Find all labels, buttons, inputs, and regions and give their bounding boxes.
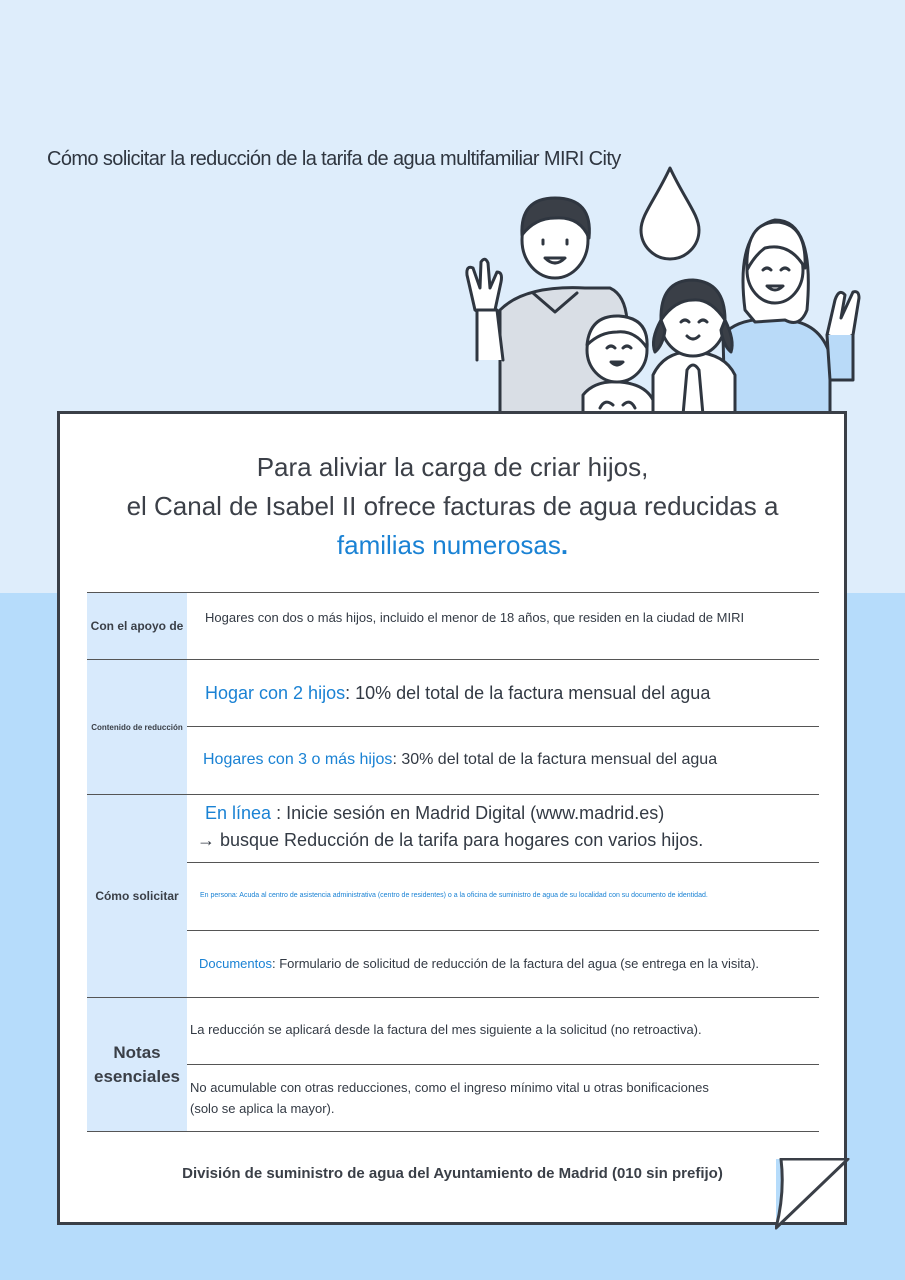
- headline-line-1: Para aliviar la carga de criar hijos,: [256, 452, 649, 482]
- page-title: Cómo solicitar la reducción de la tarifa de agua multifamiliar MIRI City: [47, 148, 621, 170]
- reduction-two-kids: [187, 660, 819, 726]
- headline-highlight: familias numerosas: [336, 530, 561, 560]
- notes-label-line-1: Notas: [113, 1042, 161, 1062]
- note-1: [187, 998, 819, 1064]
- support-text: Hogares con dos o más hijos, incluido el menor de 18 años, que residen en la ciudad de MIRI: [205, 610, 745, 625]
- note-2-line-2: (solo se aplica la mayor).: [190, 1101, 335, 1116]
- row-reduction: [87, 659, 819, 794]
- two-kids-text: : 10% del total de la factura mensual del agua: [345, 683, 711, 703]
- online-term: En línea: [205, 803, 272, 823]
- label-reduction: Contenido de reducción: [87, 660, 187, 794]
- note-2-line-1: No acumulable con otras reducciones, como el ingreso mínimo vital u otras bonificaciones: [190, 1080, 709, 1095]
- notes-label-line-2: esenciales: [93, 1066, 180, 1086]
- apply-online: [187, 795, 819, 862]
- label-apply: Cómo solicitar: [87, 795, 187, 997]
- documents-text: : Formulario de solicitud de reducción de la factura del agua (se entrega en la visita).: [271, 956, 760, 971]
- note-1-text: La reducción se aplicará desde la factura del mes siguiente a la solicitud (no retroactiva).: [190, 1022, 702, 1037]
- headline-line-2: el Canal de Isabel II ofrece facturas de agua reducidas a: [126, 491, 779, 521]
- headline: [60, 448, 845, 565]
- family-illustration: [455, 160, 875, 420]
- apply-in-person: [187, 862, 819, 930]
- row-notes: [87, 997, 819, 1132]
- two-kids-term: Hogar con 2 hijos: [205, 683, 346, 703]
- footer-contact: División de suministro de agua del Ayuntamiento de Madrid (010 sin prefijo): [182, 1165, 723, 1182]
- online-text-2: → busque Reducción de la tarifa para hogares con varios hijos.: [197, 830, 704, 850]
- online-text: : Inicie sesión en Madrid Digital (www.madrid.es): [271, 803, 665, 823]
- headline-period: .: [560, 530, 569, 560]
- in-person-text: En persona: Acuda al centro de asistencia administrativa (centro de residentes) o a la oficina de suministro de agua de su localidad con su documento de identidad.: [200, 892, 708, 899]
- headline-line-3: [60, 526, 845, 565]
- reduction-three-kids: [187, 726, 819, 794]
- label-support: Con el apoyo de: [87, 593, 187, 659]
- row-support: [87, 592, 819, 659]
- label-notes: [87, 998, 187, 1131]
- info-table: [87, 592, 819, 1132]
- note-2: [187, 1064, 819, 1131]
- three-kids-text: : 30% del total de la factura mensual del agua: [392, 751, 718, 768]
- row-apply: [87, 794, 819, 997]
- documents-term: Documentos: [199, 956, 272, 971]
- apply-documents: [187, 930, 819, 997]
- three-kids-term: Hogares con 3 o más hijos: [203, 751, 393, 768]
- support-cell: [187, 593, 819, 659]
- water-drop-icon: [641, 168, 699, 259]
